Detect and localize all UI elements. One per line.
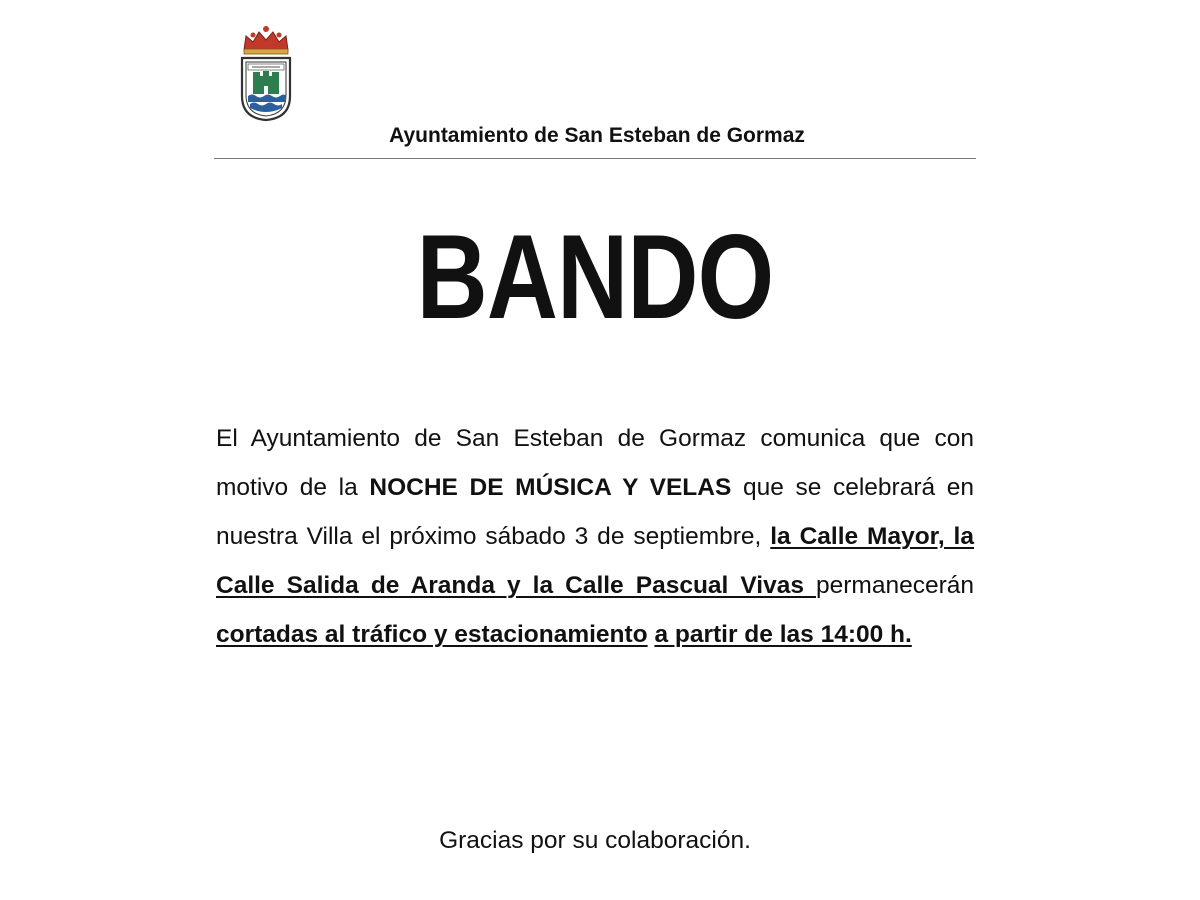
affected-streets: la Calle Mayor, la Calle Salida de Aranda y la Calle Pascual Vivas bbox=[216, 523, 974, 599]
coat-of-arms-icon bbox=[238, 24, 294, 122]
announcement-text-intro: El Ayuntamiento de San Esteban de Gormaz comunica que con motivo de la bbox=[216, 425, 974, 501]
closure-time: a partir de las 14:00 h. bbox=[654, 621, 912, 648]
institution-name: Ayuntamiento de San Esteban de Gormaz bbox=[389, 124, 805, 147]
document-title: BANDO bbox=[416, 210, 774, 344]
event-name: NOCHE DE MÚSICA Y VELAS bbox=[369, 474, 732, 501]
announcement-text-date: que se celebrará en nuestra Villa el próximo sábado 3 de septiembre, bbox=[216, 474, 974, 550]
header-divider bbox=[214, 158, 976, 159]
announcement-text-verb: permanecerán bbox=[816, 572, 974, 599]
announcement-paragraph bbox=[216, 414, 974, 659]
closure-notice: cortadas al tráfico y estacionamiento bbox=[216, 621, 648, 648]
closing-thanks: Gracias por su colaboración. bbox=[439, 827, 751, 854]
